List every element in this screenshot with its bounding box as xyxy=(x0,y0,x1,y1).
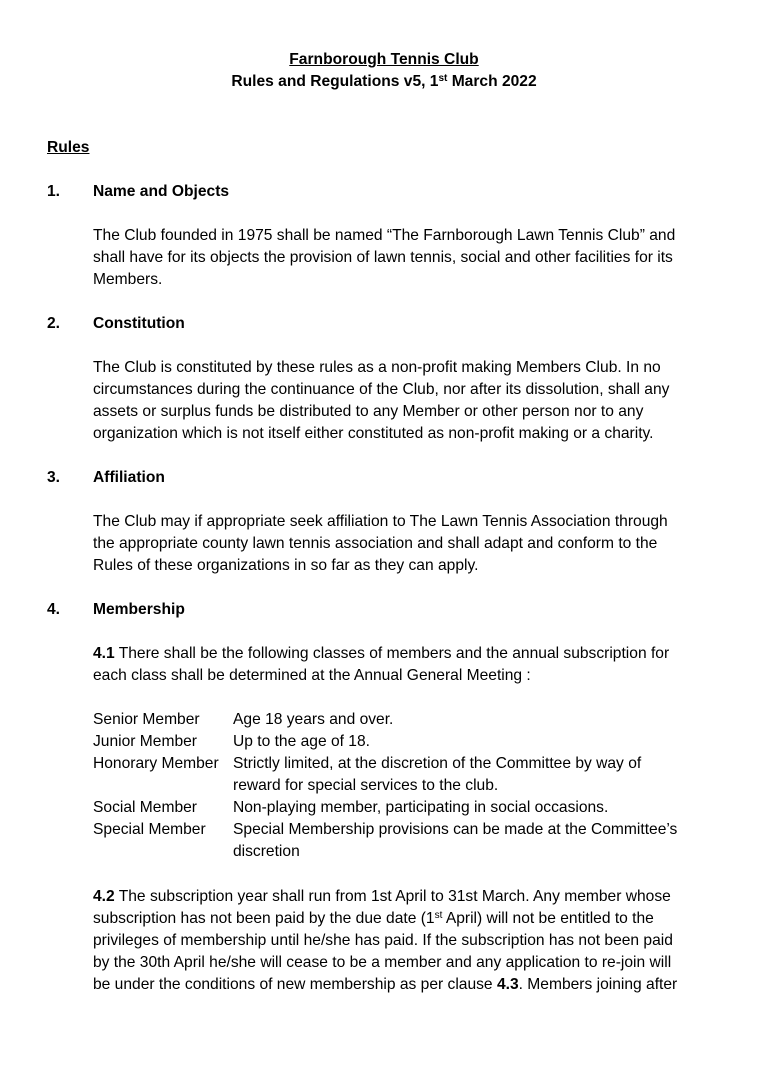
section-2-paragraph: The Club is constituted by these rules as a non-profit making Members Club. In no circumstances during the continuance of the Club, nor after its dissolution, shall any assets or surplus funds be distributed to any Member or other person nor to any organization which is not itself either constituted as non-profit making or a charity. xyxy=(93,359,670,442)
membership-classes-table xyxy=(93,709,733,863)
section-heading-2 xyxy=(47,313,727,335)
club-title: Farnborough Tennis Club xyxy=(289,51,479,68)
membership-class: Special Member xyxy=(93,821,206,838)
membership-row xyxy=(93,797,733,819)
clause-reference: 4.3 xyxy=(496,976,519,993)
membership-description: Non-playing member, participating in social occasions. xyxy=(233,799,609,816)
section-heading-1 xyxy=(47,181,727,203)
section-number: 1. xyxy=(47,183,61,200)
document-title-block xyxy=(0,49,768,93)
section-number: 4. xyxy=(47,601,61,618)
membership-class: Honorary Member xyxy=(93,755,219,772)
section-heading-3 xyxy=(47,467,727,489)
section-title: Membership xyxy=(93,601,185,618)
membership-row xyxy=(93,819,733,863)
clause-4-1: 4.1 There shall be the following classes of members and the annual subscription for each class shall be determined at the Annual General Meeting : xyxy=(93,645,670,684)
section-title: Affiliation xyxy=(93,469,165,486)
section-heading-4 xyxy=(47,599,727,621)
membership-description: Age 18 years and over. xyxy=(233,711,394,728)
membership-class: Social Member xyxy=(93,799,197,816)
section-title: Constitution xyxy=(93,315,185,332)
membership-description: reward for special services to the club. xyxy=(233,777,499,794)
membership-description: Up to the age of 18. xyxy=(233,733,370,750)
rules-heading: Rules xyxy=(47,139,90,156)
section-title: Name and Objects xyxy=(93,183,230,200)
section-1-paragraph: The Club founded in 1975 shall be named “The Farnborough Lawn Tennis Club” and shall have for its objects the provision of lawn tennis, social and other facilities for its Members. xyxy=(93,227,676,288)
section-number: 2. xyxy=(47,315,61,332)
membership-class: Senior Member xyxy=(93,711,200,728)
membership-row xyxy=(93,709,733,731)
membership-description: Strictly limited, at the discretion of the Committee by way of xyxy=(233,755,642,772)
membership-description: Special Membership provisions can be made at the Committee’s xyxy=(233,821,678,838)
membership-class: Junior Member xyxy=(93,733,197,750)
membership-row xyxy=(93,731,733,753)
clause-4-2: 4.2 The subscription year shall run from 1st April to 31st March. Any member whose subscription has not been paid by the due date (1st April) will not be entitled to the privileges of membership until he/she has paid. If the subscription has not been paid by the 30th April he/she will cease to be a member and any application to re-join will be under the conditions of new membership as per clause 4.3. Members joining after xyxy=(93,888,678,993)
section-3-paragraph: The Club may if appropriate seek affiliation to The Lawn Tennis Association through the appropriate county lawn tennis association and shall adapt and conform to the Rules of these organizations in so far as they can apply. xyxy=(93,513,668,574)
membership-description: discretion xyxy=(233,843,300,860)
membership-row xyxy=(93,753,733,797)
document-subtitle: Rules and Regulations v5, 1st March 2022 xyxy=(231,73,537,90)
clause-label: 4.2 xyxy=(93,888,115,905)
clause-label: 4.1 xyxy=(93,645,115,662)
section-number: 3. xyxy=(47,469,61,486)
